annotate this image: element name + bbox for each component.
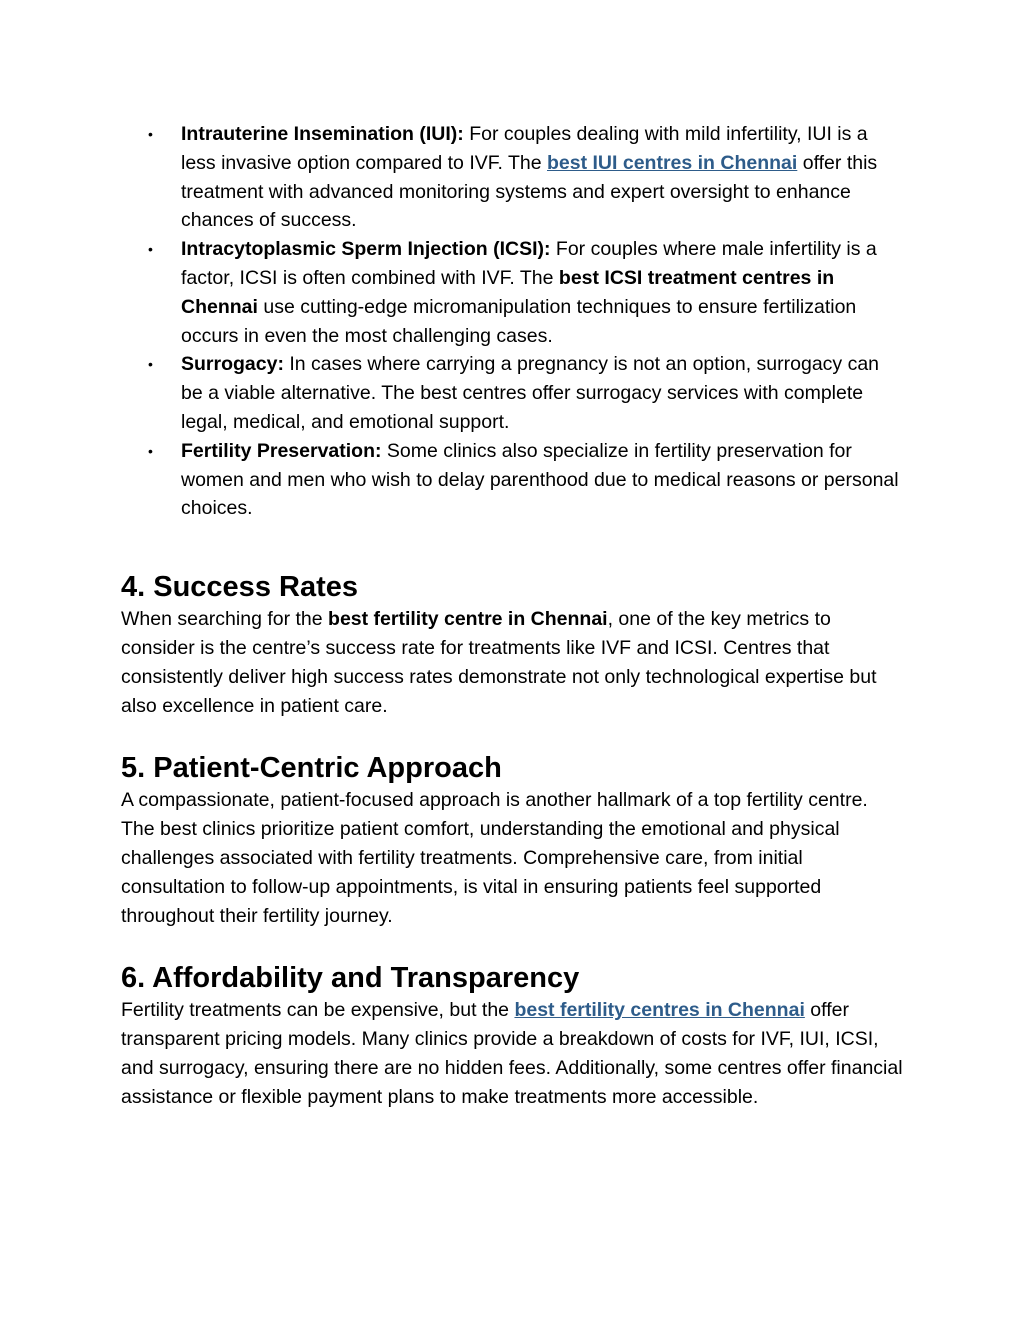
section-heading: 4. Success Rates (121, 571, 358, 604)
list-item-fertility-preservation (121, 437, 906, 523)
bullet-icon: • (148, 241, 153, 258)
bullet-icon: • (148, 442, 153, 459)
list-item-iui (121, 120, 906, 235)
list-item-text: For couples where male infertility is a factor, ICSI is often combined with IVF. The (181, 238, 877, 289)
section-paragraph (121, 605, 906, 720)
list-item-strong: best ICSI treatment centres in Chennai (181, 266, 835, 318)
list-item-text: offer this treatment with advanced monitoring systems and expert oversight to enhance chances of success. (181, 151, 878, 232)
section-heading: 5. Patient-Centric Approach (121, 752, 502, 785)
paragraph-text: Fertility treatments can be expensive, but the (121, 999, 515, 1022)
paragraph-text: When searching for the (121, 608, 329, 631)
section-heading: 6. Affordability and Transparency (121, 962, 580, 995)
list-item-text: In cases where carrying a pregnancy is not an option, surrogacy can be a viable alternative. The best centres offer surrogacy services with complete legal, medical, and emotional support. (181, 353, 880, 433)
section-paragraph (121, 996, 906, 1111)
list-item-text: Some clinics also specialize in fertility preservation for women and men who wish to delay parenthood due to medical reasons or personal choices. (181, 439, 899, 520)
list-item-surrogacy (121, 350, 906, 436)
section-success-rates (121, 569, 906, 720)
list-item-lead: Intrauterine Insemination (IUI): (181, 123, 464, 145)
bullet-icon: • (148, 356, 153, 373)
section-patient-centric (121, 750, 906, 930)
document-body (121, 120, 906, 1112)
list-item-text: For couples dealing with mild infertility, IUI is a less invasive option compared to IVF. The (181, 123, 868, 174)
list-item-icsi (121, 235, 906, 350)
paragraph-text: offer transparent pricing models. Many clinics provide a breakdown of costs for IVF, IUI, ICSI, and surrogacy, ensuring there are no hidden fees. Additionally, some centres offer financial assistance or flexible payment plans to make treatments more accessible. (121, 999, 903, 1108)
list-item-lead: Intracytoplasmic Sperm Injection (ICSI): (181, 238, 551, 261)
paragraph-text: , one of the key metrics to consider is the centre’s success rate for treatments like IVF and ICSI. Centres that consistently deliver high success rates demonstrate not only technological expertise but also excellence in patient care. (121, 608, 877, 717)
list-item-text: use cutting-edge micromanipulation techniques to ensure fertilization occurs in even the most challenging cases. (181, 295, 857, 347)
bullet-icon: • (148, 126, 153, 142)
best-iui-centres-link[interactable]: best IUI centres in Chennai (547, 151, 798, 174)
section-affordability (121, 960, 906, 1111)
list-item-lead: Fertility Preservation: (181, 439, 382, 462)
list-item-lead: Surrogacy: (181, 353, 284, 376)
section-paragraph: A compassionate, patient-focused approach is another hallmark of a top fertility centre. The best clinics prioritize patient comfort, understanding the emotional and physical challenges associated with fertility treatments. Comprehensive care, from initial consultation to follow-up appointments, is vital in ensuring patients feel supported throughout their fertility journey. (121, 789, 868, 927)
treatment-list (121, 120, 906, 523)
best-fertility-centres-link[interactable]: best fertility centres in Chennai (514, 999, 805, 1022)
paragraph-strong: best fertility centre in Chennai (328, 608, 608, 631)
